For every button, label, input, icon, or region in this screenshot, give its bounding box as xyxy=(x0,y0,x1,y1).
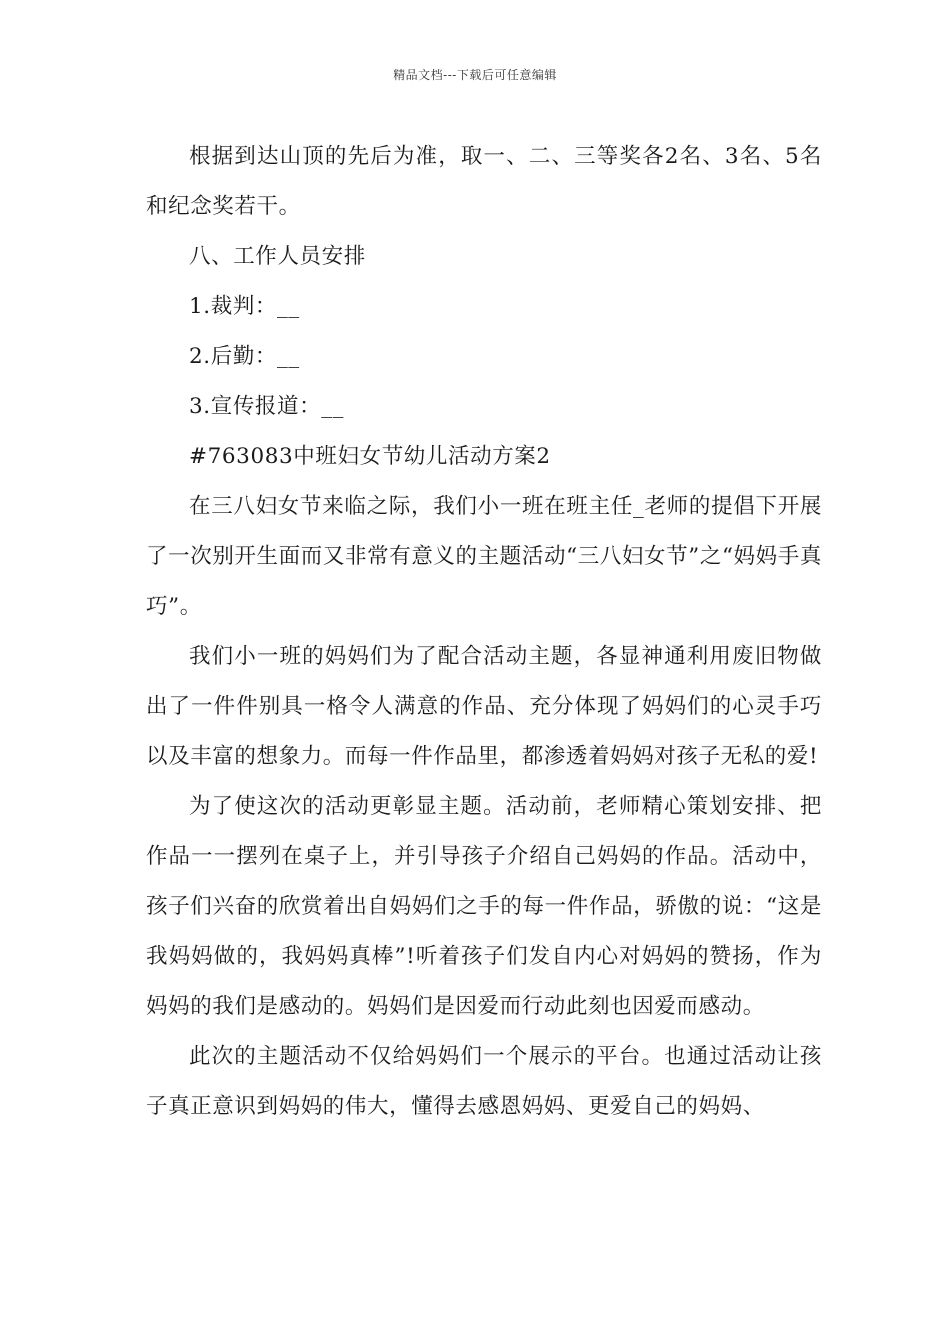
list-item-logistics: 2.后勤：__ xyxy=(189,344,300,369)
document-title: #763083中班妇女节幼儿活动方案2 xyxy=(189,444,551,469)
paragraph-summary: 此次的主题活动不仅给妈妈们一个展示的平台。也通过活动让孩子真正意识到妈妈的伟大，懂得去感恩妈妈、更爱自己的妈妈、 xyxy=(146,1044,822,1119)
list-item-publicity: 3.宣传报道：__ xyxy=(189,394,344,419)
paragraph-intro: 在三八妇女节来临之际，我们小一班在班主任_老师的提倡下开展了一次别开生面而又非常有意义的主题活动“三八妇女节”之“妈妈手真巧”。 xyxy=(146,494,822,619)
page-header: 精品文档---下载后可任意编辑 xyxy=(393,68,557,82)
list-item-referee: 1.裁判：__ xyxy=(189,294,300,319)
paragraph-works: 我们小一班的妈妈们为了配合活动主题，各显神通利用废旧物做出了一件件别具一格令人满意的作品、充分体现了妈妈们的心灵手巧以及丰富的想象力。而每一件作品里，都渗透着妈妈对孩子无私的爱! xyxy=(146,644,822,769)
paragraph-awards: 根据到达山顶的先后为准，取一、二、三等奖各2名、3名、5名和纪念奖若干。 xyxy=(146,144,822,219)
document-body xyxy=(146,132,822,1132)
section-heading-staff: 八、工作人员安排 xyxy=(189,244,366,269)
paragraph-activity: 为了使这次的活动更彰显主题。活动前，老师精心策划安排、把作品一一摆列在桌子上，并引导孩子介绍自己妈妈的作品。活动中，孩子们兴奋的欣赏着出自妈妈们之手的每一件作品，骄傲的说：“这是我妈妈做的，我妈妈真棒”!听着孩子们发自内心对妈妈的赞扬，作为妈妈的我们是感动的。妈妈们是因爱而行动此刻也因爱而感动。 xyxy=(146,794,822,1019)
